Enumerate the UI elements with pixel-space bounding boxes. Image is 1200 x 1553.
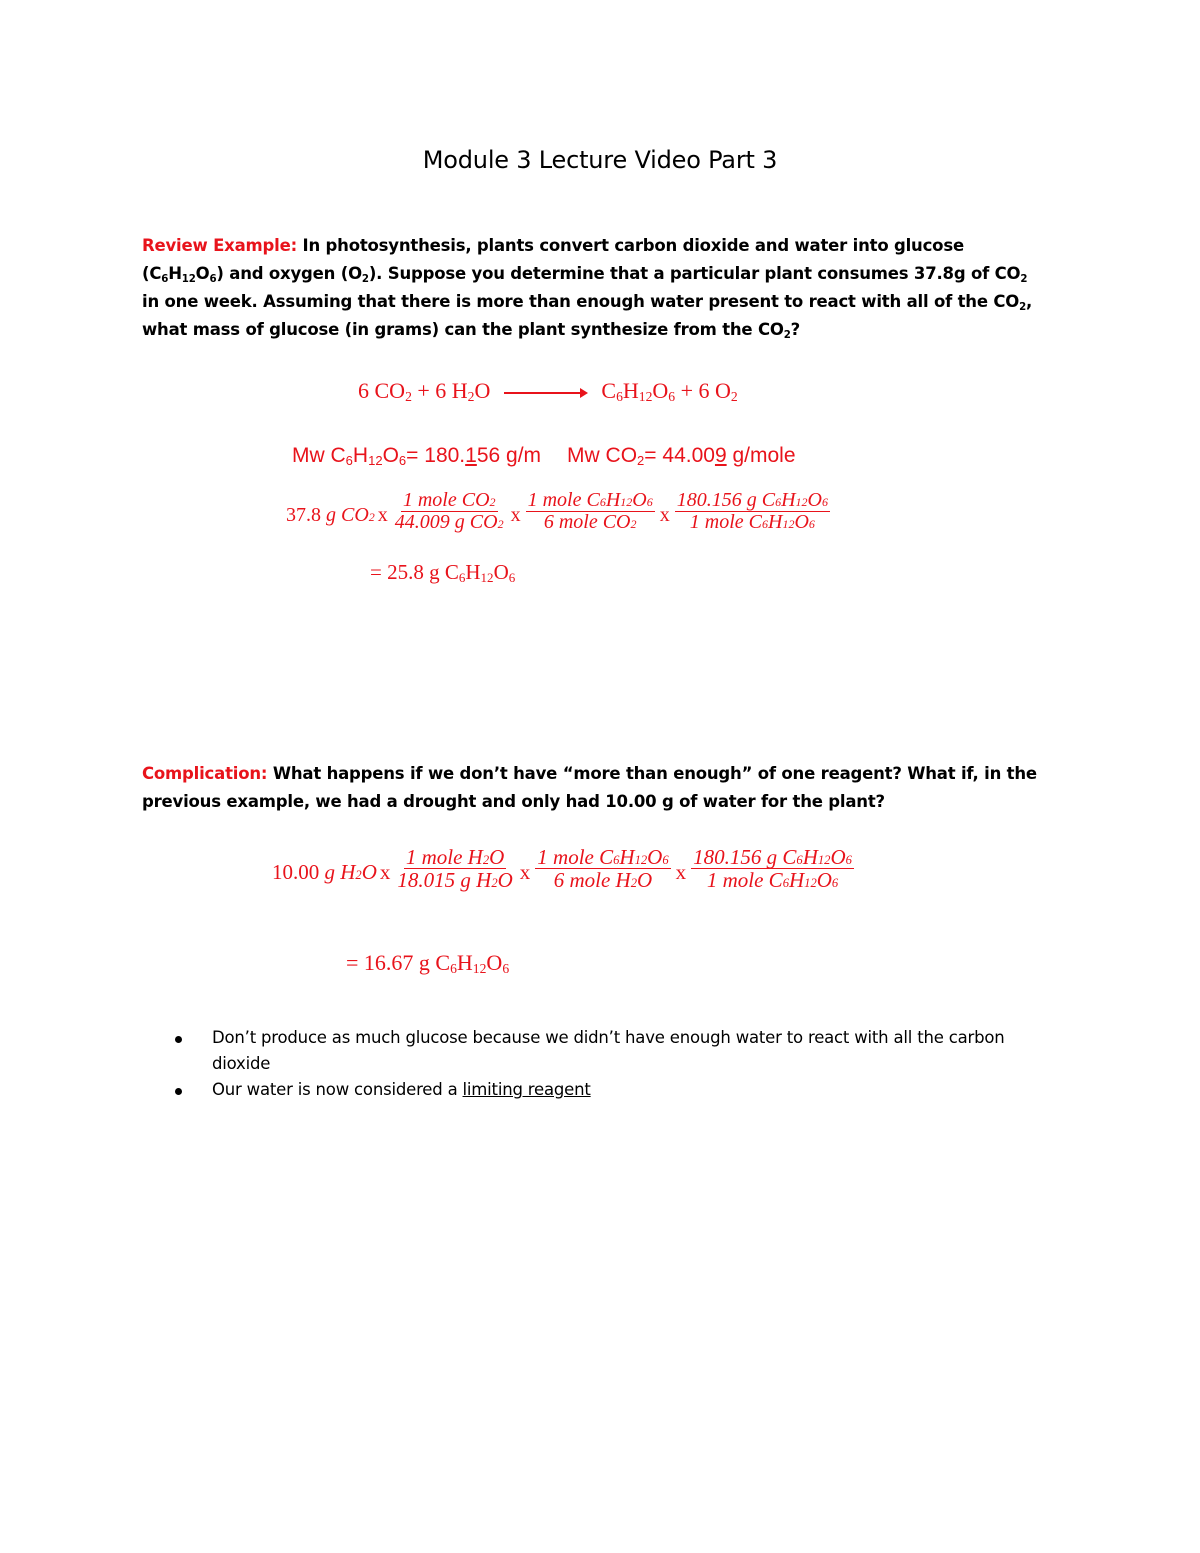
fraction-3: $\frac{\text{180.156 g C6H12O6}}{\text{1 mole C6H12O6}}$ [676, 489, 828, 533]
balanced-equation: 6 $CO_2 + 6$ $H_2O$ $C_6H_{12}O_6 + 6$ $O_2$ [358, 378, 738, 404]
limiting-reagent-term: limiting reagent [462, 1080, 591, 1099]
bullet-icon [175, 1036, 182, 1043]
mw-co2: Mw $CO_2= 44.009$ g/mole [567, 444, 796, 468]
mw-glucose: Mw $C_6H_{12}O_6= 180.156$ g/m [292, 444, 542, 468]
fraction-2: $\frac{\text{1 mole C6H12O6}}{\text{6 mole CO2}}$ [527, 489, 653, 533]
reaction-arrow-icon [504, 392, 586, 394]
fraction-3: $\frac{\text{180.156 g C6H12O6}}{\text{1 mole C6H12O6}}$ [693, 845, 852, 893]
fraction-1: $\frac{\text{1 mole CO2}}{\text{44.009 g CO2}}$ [394, 489, 504, 533]
review-example-paragraph: Review Example: In photosynthesis, plants convert carbon dioxide and water into glucose $(C_6H_{12}O_6)$ and oxygen $(O_2)$. Suppose you determine that a particular plant consumes 37.8g of $CO_2$ in one week. Assuming that there is more than enough water present to react with all of the $CO_2$, what mass of glucose (in grams) can the plant synthesize from the $CO_2$? [142, 236, 1033, 341]
calculation-co2-to-glucose: 37.8 g CO2 x $\frac{\text{1 mole CO2}}{\text{44.009 g CO2}}$ x $\frac{\text{1 mole C6H12O6}}{\text{6 mole CO2}}$ x $\frac{\text{180.156 g C6H12O6}}{\text{1 mole C6H12O6}}$ [286, 489, 828, 533]
complication-label: Complication: [142, 764, 268, 783]
fraction-2: $\frac{\text{1 mole C6H12O6}}{\text{6 mole H2O}}$ [537, 845, 669, 893]
fraction-1: $\frac{\text{1 mole H2O}}{\text{18.015 g H2O}}$ [397, 845, 513, 893]
bullet-icon [175, 1088, 182, 1095]
page-title: Module 3 Lecture Video Part 3 [422, 146, 778, 174]
review-example-label: Review Example: [142, 236, 297, 255]
bullet-list [172, 1025, 1032, 1103]
result-2: = 16.67 g $C_6H_{12}O_6$ [346, 950, 510, 976]
calculation-water-to-glucose: 10.00 g H2O x $\frac{\text{1 mole H2O}}{\text{18.015 g H2O}}$ x $\frac{\text{1 mole C6H12O6}}{\text{6 mole H2O}}$ x $\frac{\text{180.156 g C6H12O6}}{\text{1 mole C6H12O6}}$ [272, 845, 852, 893]
molecular-weights [292, 444, 796, 468]
list-item: Don’t produce as much glucose because we didn’t have enough water to react with all the carbon dioxide [172, 1025, 1032, 1077]
complication-paragraph: Complication: What happens if we don’t have “more than enough” of one reagent? What if, in the previous example, we had a drought and only had 10.00 g of water for the plant? [142, 764, 1037, 811]
list-item: Our water is now considered a limiting reagent [172, 1077, 1032, 1103]
result-1: = 25.8 g $C_6H_{12}O_6$ [370, 560, 516, 585]
